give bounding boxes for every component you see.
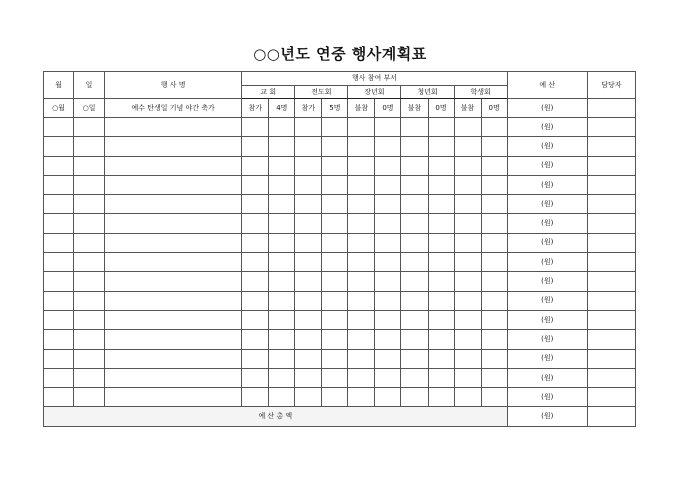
- table-cell[interactable]: [587, 310, 635, 329]
- table-row: [44, 137, 636, 156]
- table-cell[interactable]: [242, 272, 269, 291]
- table-cell[interactable]: [401, 272, 428, 291]
- table-cell[interactable]: [269, 310, 295, 329]
- students-status-cell[interactable]: 불참: [454, 99, 481, 118]
- table-cell[interactable]: [295, 291, 322, 310]
- table-cell[interactable]: [322, 137, 348, 156]
- manager-cell[interactable]: [587, 99, 635, 118]
- table-cell[interactable]: [428, 233, 454, 252]
- students-count-cell[interactable]: 0명: [481, 99, 507, 118]
- table-cell[interactable]: [375, 233, 401, 252]
- table-cell[interactable]: [105, 214, 242, 233]
- table-cell[interactable]: [74, 310, 105, 329]
- table-cell[interactable]: [348, 195, 375, 214]
- table-cell[interactable]: [242, 310, 269, 329]
- table-row: [44, 388, 636, 407]
- table-cell[interactable]: [44, 195, 74, 214]
- budget-cell[interactable]: (원): [507, 330, 587, 349]
- adults-count-cell[interactable]: 0명: [375, 99, 401, 118]
- table-cell[interactable]: [375, 156, 401, 175]
- table-cell[interactable]: [269, 118, 295, 137]
- table-cell[interactable]: [375, 118, 401, 137]
- table-cell[interactable]: [105, 310, 242, 329]
- budget-cell[interactable]: (원): [507, 175, 587, 194]
- table-cell[interactable]: [242, 175, 269, 194]
- table-row: [44, 349, 636, 368]
- table-cell[interactable]: [401, 253, 428, 272]
- budget-cell[interactable]: (원): [507, 349, 587, 368]
- table-cell[interactable]: [348, 233, 375, 252]
- table-cell[interactable]: [242, 137, 269, 156]
- header-budget: 예 산: [507, 72, 587, 99]
- table-cell[interactable]: [269, 175, 295, 194]
- table-cell[interactable]: [105, 175, 242, 194]
- table-cell[interactable]: [375, 310, 401, 329]
- youth-status-cell[interactable]: 불참: [401, 99, 428, 118]
- table-cell[interactable]: [481, 214, 507, 233]
- table-cell[interactable]: [375, 291, 401, 310]
- evangelism-count-cell[interactable]: 5명: [322, 99, 348, 118]
- table-cell[interactable]: [375, 349, 401, 368]
- header-day: 일: [74, 72, 105, 99]
- budget-cell[interactable]: (원): [507, 137, 587, 156]
- table-cell[interactable]: [375, 137, 401, 156]
- youth-count-cell[interactable]: 0명: [428, 99, 454, 118]
- table-row: [44, 253, 636, 272]
- table-cell[interactable]: [322, 291, 348, 310]
- table-cell[interactable]: [401, 349, 428, 368]
- table-cell[interactable]: [587, 214, 635, 233]
- table-cell[interactable]: [74, 291, 105, 310]
- table-cell[interactable]: [428, 214, 454, 233]
- table-cell[interactable]: [401, 291, 428, 310]
- table-cell[interactable]: [454, 388, 481, 407]
- table-cell[interactable]: [375, 214, 401, 233]
- table-cell[interactable]: [322, 195, 348, 214]
- table-cell[interactable]: [428, 291, 454, 310]
- table-cell[interactable]: [454, 272, 481, 291]
- table-cell[interactable]: [454, 118, 481, 137]
- table-cell[interactable]: [269, 233, 295, 252]
- table-cell[interactable]: [587, 137, 635, 156]
- table-cell[interactable]: [44, 310, 74, 329]
- table-row: [44, 233, 636, 252]
- table-cell[interactable]: [269, 291, 295, 310]
- table-cell[interactable]: [322, 253, 348, 272]
- table-cell[interactable]: [242, 291, 269, 310]
- table-cell[interactable]: [587, 118, 635, 137]
- table-cell[interactable]: [105, 349, 242, 368]
- table-cell[interactable]: [242, 118, 269, 137]
- table-cell[interactable]: [348, 156, 375, 175]
- table-cell[interactable]: [105, 156, 242, 175]
- table-cell[interactable]: [401, 156, 428, 175]
- table-cell[interactable]: [269, 137, 295, 156]
- table-cell[interactable]: [242, 330, 269, 349]
- table-cell[interactable]: [242, 253, 269, 272]
- table-cell[interactable]: [74, 156, 105, 175]
- budget-cell[interactable]: (원): [507, 118, 587, 137]
- table-cell[interactable]: [295, 175, 322, 194]
- table-cell[interactable]: [454, 175, 481, 194]
- table-cell[interactable]: [105, 233, 242, 252]
- table-cell[interactable]: [74, 349, 105, 368]
- page-title: ○○년도 연중 행사계획표: [253, 45, 427, 63]
- table-cell[interactable]: [348, 253, 375, 272]
- table-cell[interactable]: [401, 330, 428, 349]
- table-cell[interactable]: [105, 137, 242, 156]
- total-manager-cell[interactable]: [587, 407, 635, 427]
- table-cell[interactable]: [295, 330, 322, 349]
- table-cell[interactable]: [428, 195, 454, 214]
- table-cell[interactable]: [74, 368, 105, 387]
- table-cell[interactable]: [74, 175, 105, 194]
- table-row: [44, 368, 636, 387]
- table-cell[interactable]: [348, 368, 375, 387]
- table-cell[interactable]: [454, 195, 481, 214]
- header-participating-depts: 행사 참여 부서: [242, 72, 507, 86]
- table-cell[interactable]: [401, 233, 428, 252]
- table-cell[interactable]: [454, 233, 481, 252]
- total-row: [44, 407, 636, 427]
- table-cell[interactable]: [348, 310, 375, 329]
- table-cell[interactable]: [481, 175, 507, 194]
- table-cell[interactable]: [481, 137, 507, 156]
- table-cell[interactable]: [481, 330, 507, 349]
- table-cell[interactable]: [242, 388, 269, 407]
- table-cell[interactable]: [322, 310, 348, 329]
- table-cell[interactable]: [44, 368, 74, 387]
- table-cell[interactable]: [587, 330, 635, 349]
- table-cell[interactable]: [295, 253, 322, 272]
- table-cell[interactable]: [269, 368, 295, 387]
- event-name-cell[interactable]: 예수 탄생일 기념 야간 축가: [105, 99, 242, 118]
- table-cell[interactable]: [587, 233, 635, 252]
- table-cell[interactable]: [105, 253, 242, 272]
- table-cell[interactable]: [74, 253, 105, 272]
- table-cell[interactable]: [401, 214, 428, 233]
- budget-cell[interactable]: (원): [507, 214, 587, 233]
- table-cell[interactable]: [44, 330, 74, 349]
- table-cell[interactable]: [44, 214, 74, 233]
- dept-adults: 장년회: [348, 86, 401, 99]
- table-cell[interactable]: [269, 349, 295, 368]
- table-row: [44, 99, 636, 118]
- table-cell[interactable]: [375, 368, 401, 387]
- table-cell[interactable]: [428, 137, 454, 156]
- table-cell[interactable]: [322, 156, 348, 175]
- table-cell[interactable]: [454, 310, 481, 329]
- table-cell[interactable]: [401, 195, 428, 214]
- table-row: [44, 330, 636, 349]
- table-cell[interactable]: [348, 388, 375, 407]
- table-cell[interactable]: [322, 330, 348, 349]
- month-cell[interactable]: ○월: [44, 99, 74, 118]
- dept-evangelism: 전도회: [295, 86, 348, 99]
- table-row: [44, 118, 636, 137]
- table-cell[interactable]: [242, 349, 269, 368]
- table-cell[interactable]: [348, 272, 375, 291]
- table-cell[interactable]: [242, 214, 269, 233]
- table-cell[interactable]: [428, 175, 454, 194]
- table-cell[interactable]: [454, 349, 481, 368]
- table-cell[interactable]: [295, 137, 322, 156]
- table-cell[interactable]: [587, 291, 635, 310]
- table-cell[interactable]: [401, 388, 428, 407]
- header-month: 월: [44, 72, 74, 99]
- total-budget-cell[interactable]: (원): [507, 407, 587, 427]
- table-cell[interactable]: [44, 272, 74, 291]
- table-cell[interactable]: [105, 330, 242, 349]
- table-cell[interactable]: [481, 388, 507, 407]
- table-cell[interactable]: [295, 310, 322, 329]
- table-cell[interactable]: [428, 156, 454, 175]
- total-label: 예 산 총 액: [44, 407, 508, 427]
- budget-cell[interactable]: (원): [507, 156, 587, 175]
- table-cell[interactable]: [375, 195, 401, 214]
- table-cell[interactable]: [428, 118, 454, 137]
- table-cell[interactable]: [348, 137, 375, 156]
- table-cell[interactable]: [269, 156, 295, 175]
- table-cell[interactable]: [375, 330, 401, 349]
- table-cell[interactable]: [401, 175, 428, 194]
- budget-cell[interactable]: (원): [507, 99, 587, 118]
- table-cell[interactable]: [105, 195, 242, 214]
- table-cell[interactable]: [454, 291, 481, 310]
- table-cell[interactable]: [105, 291, 242, 310]
- table-cell[interactable]: [481, 253, 507, 272]
- table-cell[interactable]: [105, 368, 242, 387]
- table-cell[interactable]: [587, 156, 635, 175]
- table-cell[interactable]: [269, 195, 295, 214]
- table-cell[interactable]: [322, 214, 348, 233]
- table-cell[interactable]: [242, 156, 269, 175]
- table-cell[interactable]: [295, 388, 322, 407]
- table-row: [44, 214, 636, 233]
- table-cell[interactable]: [322, 388, 348, 407]
- dept-students: 학생회: [454, 86, 507, 99]
- table-cell[interactable]: [348, 330, 375, 349]
- table-cell[interactable]: [295, 214, 322, 233]
- table-cell[interactable]: [44, 349, 74, 368]
- table-cell[interactable]: [322, 349, 348, 368]
- table-cell[interactable]: [242, 233, 269, 252]
- table-cell[interactable]: [74, 233, 105, 252]
- table-cell[interactable]: [322, 175, 348, 194]
- table-cell[interactable]: [242, 195, 269, 214]
- budget-cell[interactable]: (원): [507, 233, 587, 252]
- table-cell[interactable]: [481, 368, 507, 387]
- table-cell[interactable]: [428, 253, 454, 272]
- table-cell[interactable]: [269, 214, 295, 233]
- table-cell[interactable]: [348, 175, 375, 194]
- budget-cell[interactable]: (원): [507, 253, 587, 272]
- table-cell[interactable]: [44, 175, 74, 194]
- table-cell[interactable]: [587, 195, 635, 214]
- table-cell[interactable]: [454, 253, 481, 272]
- table-cell[interactable]: [348, 291, 375, 310]
- table-cell[interactable]: [348, 118, 375, 137]
- table-row: [44, 156, 636, 175]
- header-event-name: 행 사 명: [105, 72, 242, 99]
- table-cell[interactable]: [74, 214, 105, 233]
- table-row: [44, 291, 636, 310]
- table-cell[interactable]: [401, 310, 428, 329]
- table-cell[interactable]: [44, 118, 74, 137]
- table-cell[interactable]: [105, 272, 242, 291]
- table-cell[interactable]: [481, 310, 507, 329]
- budget-cell[interactable]: (원): [507, 388, 587, 407]
- table-cell[interactable]: [269, 272, 295, 291]
- table-cell[interactable]: [454, 137, 481, 156]
- table-cell[interactable]: [74, 195, 105, 214]
- table-cell[interactable]: [44, 388, 74, 407]
- table-cell[interactable]: [454, 156, 481, 175]
- table-cell[interactable]: [74, 388, 105, 407]
- table-cell[interactable]: [481, 291, 507, 310]
- table-cell[interactable]: [105, 118, 242, 137]
- table-cell[interactable]: [587, 349, 635, 368]
- event-plan-table: [43, 71, 636, 427]
- table-cell[interactable]: [587, 272, 635, 291]
- table-cell[interactable]: [322, 368, 348, 387]
- table-cell[interactable]: [481, 233, 507, 252]
- table-cell[interactable]: [295, 118, 322, 137]
- table-cell[interactable]: [348, 214, 375, 233]
- table-row: [44, 272, 636, 291]
- table-cell[interactable]: [587, 175, 635, 194]
- table-cell[interactable]: [375, 253, 401, 272]
- table-cell[interactable]: [428, 310, 454, 329]
- table-cell[interactable]: [44, 291, 74, 310]
- table-cell[interactable]: [428, 272, 454, 291]
- table-cell[interactable]: [74, 137, 105, 156]
- table-cell[interactable]: [401, 368, 428, 387]
- table-cell[interactable]: [44, 253, 74, 272]
- table-cell[interactable]: [428, 330, 454, 349]
- table-cell[interactable]: [428, 388, 454, 407]
- table-cell[interactable]: [295, 272, 322, 291]
- table-cell[interactable]: [481, 156, 507, 175]
- table-cell[interactable]: [454, 330, 481, 349]
- table-cell[interactable]: [74, 272, 105, 291]
- table-cell[interactable]: [74, 330, 105, 349]
- table-cell[interactable]: [269, 253, 295, 272]
- table-cell[interactable]: [481, 118, 507, 137]
- table-cell[interactable]: [295, 156, 322, 175]
- table-row: [44, 310, 636, 329]
- table-cell[interactable]: [587, 368, 635, 387]
- table-cell[interactable]: [322, 233, 348, 252]
- table-cell[interactable]: [481, 272, 507, 291]
- dept-church: 교 회: [242, 86, 295, 99]
- table-cell[interactable]: [322, 272, 348, 291]
- budget-cell[interactable]: (원): [507, 272, 587, 291]
- table-cell[interactable]: [401, 118, 428, 137]
- table-cell[interactable]: [375, 272, 401, 291]
- table-cell[interactable]: [44, 156, 74, 175]
- budget-cell[interactable]: (원): [507, 310, 587, 329]
- table-cell[interactable]: [375, 388, 401, 407]
- table-cell[interactable]: [454, 368, 481, 387]
- table-cell[interactable]: [44, 137, 74, 156]
- table-cell[interactable]: [295, 195, 322, 214]
- church-count-cell[interactable]: 4명: [269, 99, 295, 118]
- table-cell[interactable]: [481, 349, 507, 368]
- dept-youth: 청년회: [401, 86, 454, 99]
- table-cell[interactable]: [428, 368, 454, 387]
- table-row: [44, 195, 636, 214]
- table-cell[interactable]: [269, 388, 295, 407]
- table-cell[interactable]: [375, 175, 401, 194]
- table-row: [44, 175, 636, 194]
- table-cell[interactable]: [348, 349, 375, 368]
- table-cell[interactable]: [44, 233, 74, 252]
- table-cell[interactable]: [428, 349, 454, 368]
- budget-cell[interactable]: (원): [507, 291, 587, 310]
- table-cell[interactable]: [587, 388, 635, 407]
- budget-cell[interactable]: (원): [507, 195, 587, 214]
- table-cell[interactable]: [481, 195, 507, 214]
- table-cell[interactable]: [74, 118, 105, 137]
- church-status-cell[interactable]: 참가: [242, 99, 269, 118]
- day-cell[interactable]: ○일: [74, 99, 105, 118]
- table-cell[interactable]: [295, 349, 322, 368]
- adults-status-cell[interactable]: 불참: [348, 99, 375, 118]
- table-cell[interactable]: [587, 253, 635, 272]
- table-cell[interactable]: [295, 233, 322, 252]
- table-cell[interactable]: [454, 214, 481, 233]
- table-cell[interactable]: [322, 118, 348, 137]
- table-cell[interactable]: [401, 137, 428, 156]
- table-cell[interactable]: [242, 368, 269, 387]
- header-manager: 담당자: [587, 72, 635, 99]
- evangelism-status-cell[interactable]: 참가: [295, 99, 322, 118]
- table-cell[interactable]: [269, 330, 295, 349]
- table-cell[interactable]: [295, 368, 322, 387]
- table-cell[interactable]: [105, 388, 242, 407]
- budget-cell[interactable]: (원): [507, 368, 587, 387]
